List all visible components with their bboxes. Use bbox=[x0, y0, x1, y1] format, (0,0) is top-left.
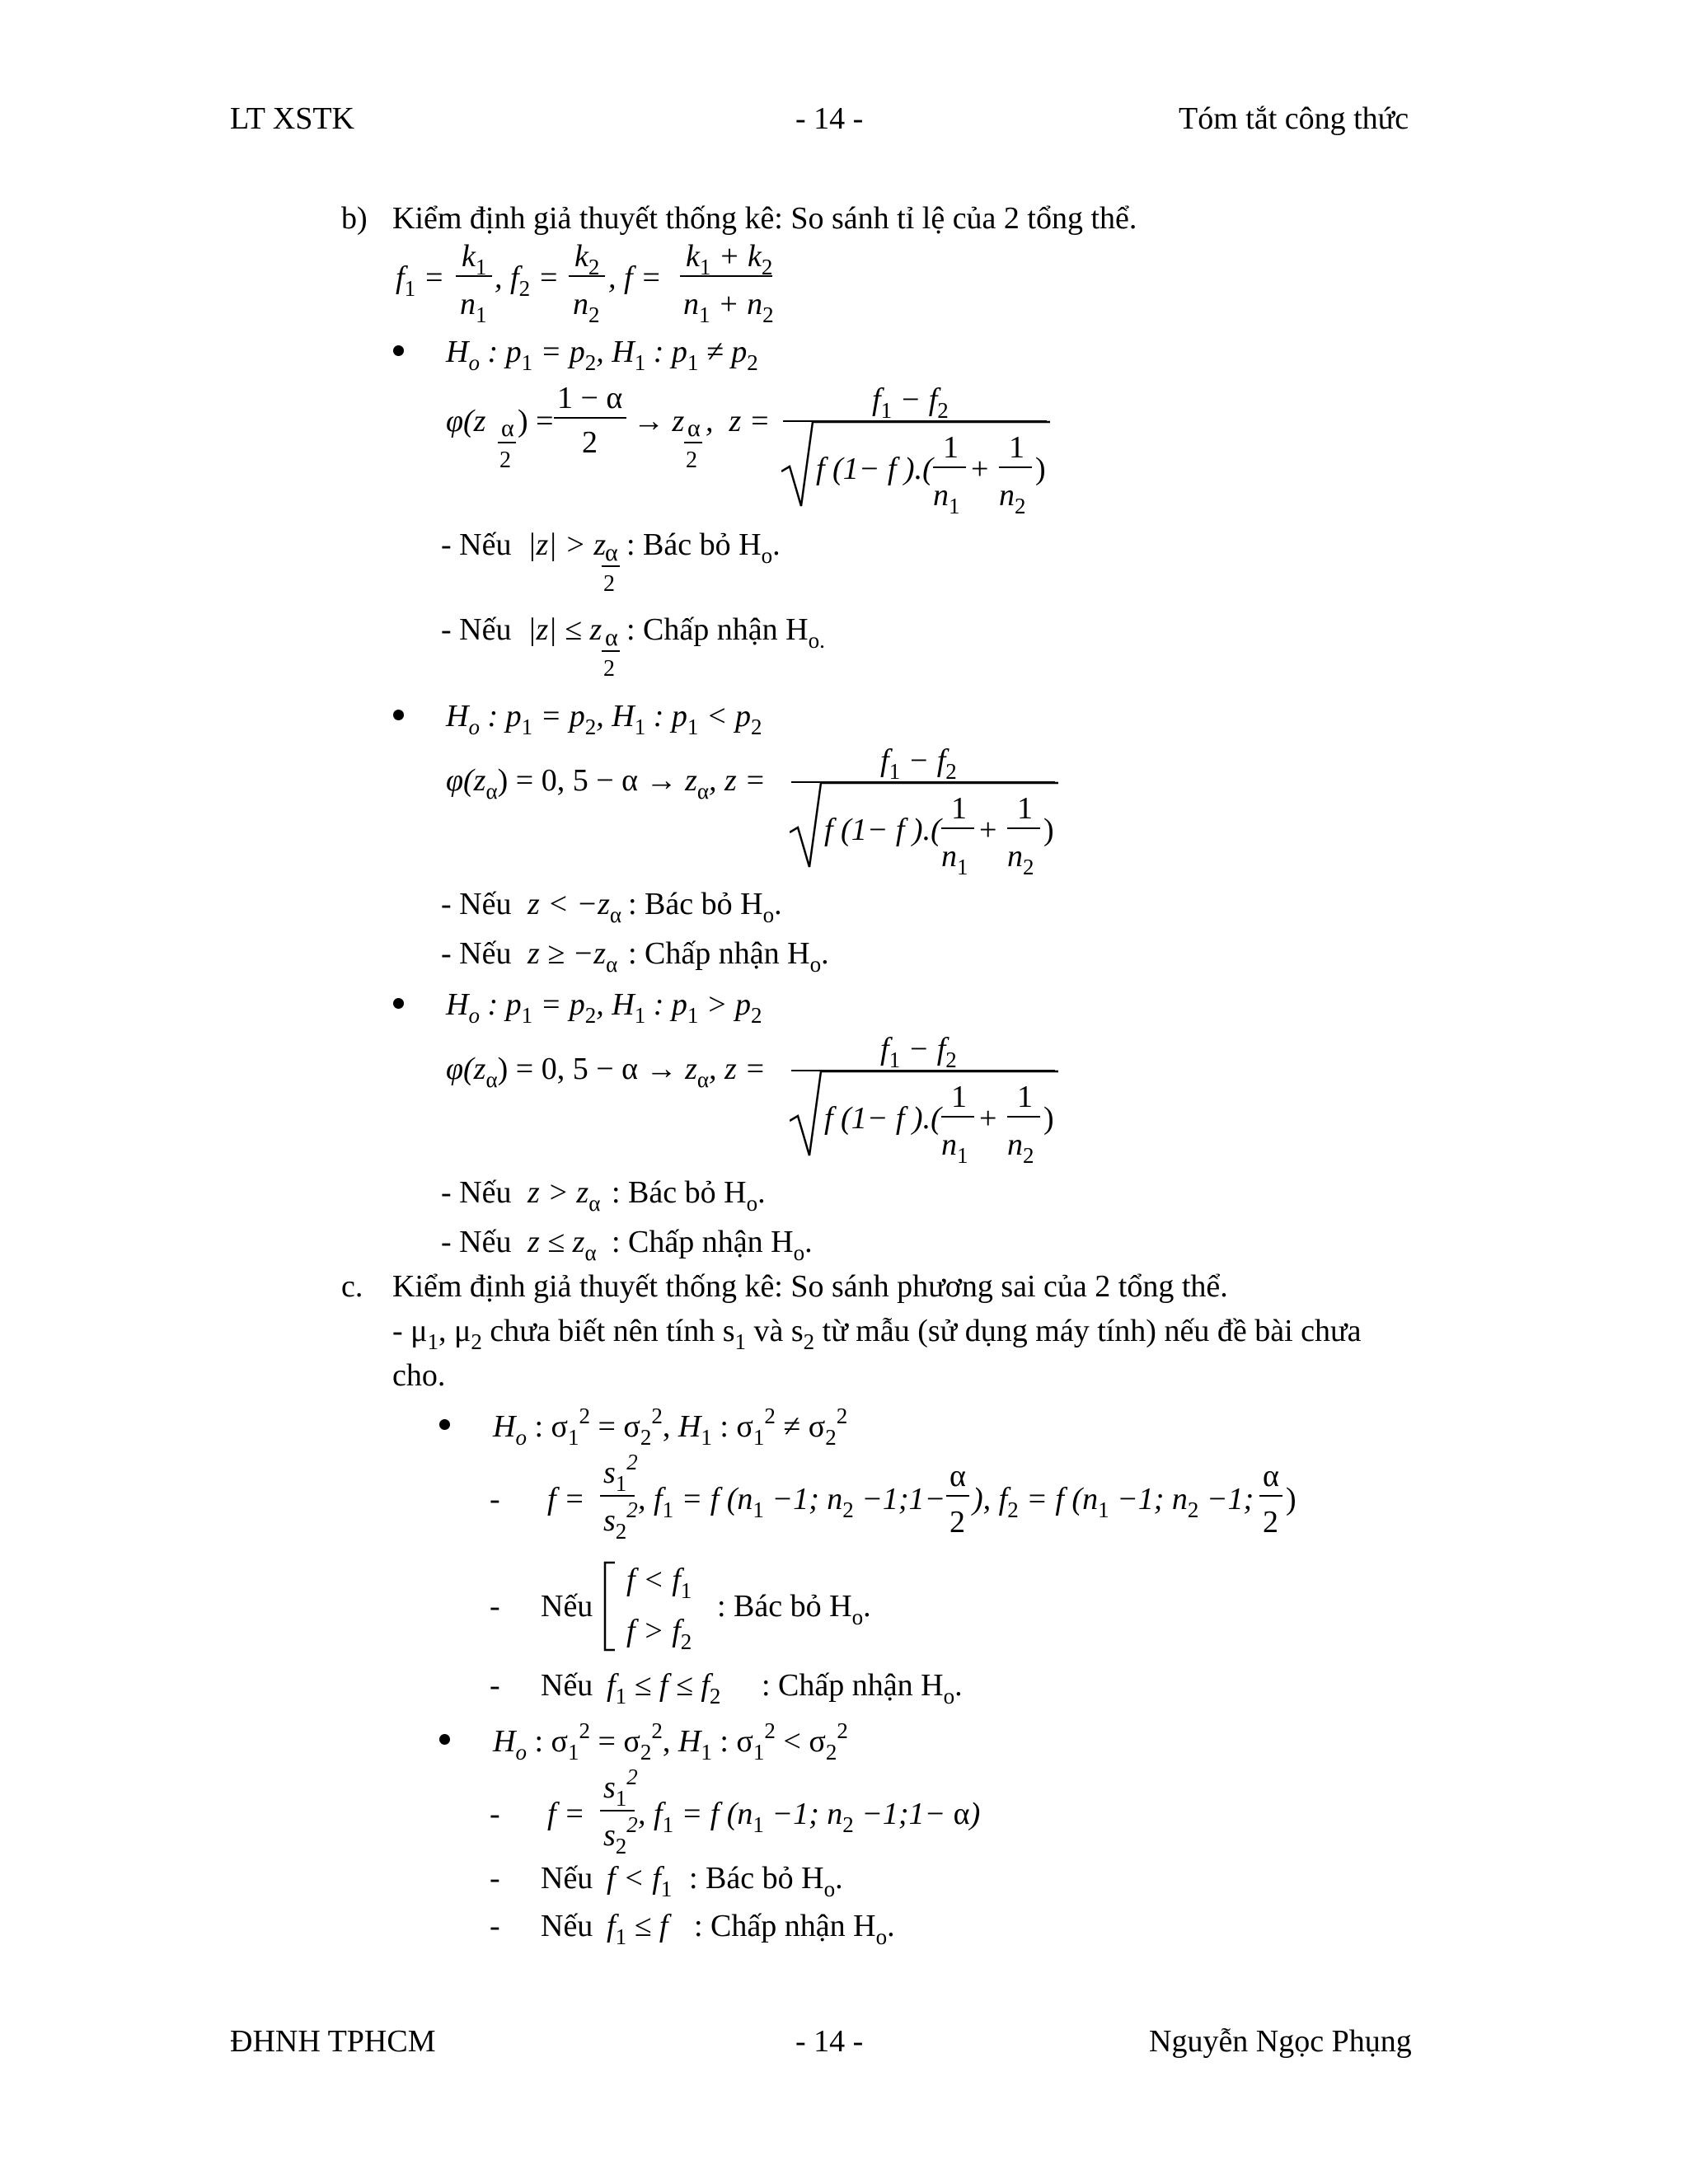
section-c-note: - $\mu_1$, $\mu_2$ chưa biết nên tính $s_1$ và $s_2$ từ mẫu (sử dụng máy tính) nếu đề bài chưa bbox=[392, 1314, 1362, 1354]
bullet bbox=[393, 710, 404, 720]
bullet bbox=[393, 345, 404, 356]
footer-page-number: - 14 - bbox=[795, 2024, 864, 2059]
bullet bbox=[393, 998, 404, 1009]
bullet bbox=[439, 1734, 450, 1745]
header-left: LT XSTK bbox=[230, 101, 354, 136]
hypothesis-b3: $H_o$ : $p_1 = p_2$, $H_1$ : $p_1 > p_2$ bbox=[446, 987, 762, 1028]
section-c-title: Kiểm định giả thuyết thống kê: So sánh phương sai của 2 tổng thể. bbox=[392, 1269, 1228, 1304]
section-b-title: Kiểm định giả thuyết thống kê: So sánh tỉ lệ của 2 tổng thể. bbox=[392, 201, 1137, 236]
footer-right: Nguyễn Ngọc Phụng bbox=[1149, 2024, 1412, 2059]
section-c-marker: c. bbox=[341, 1269, 363, 1304]
bullet bbox=[439, 1419, 450, 1430]
hypothesis-c2: $H_o$ : $\sigma_1^2 = \sigma_2^2$, $H_1$ : $\sigma_1^2 < \sigma_2^2$ bbox=[493, 1718, 848, 1765]
hypothesis-c1: $H_o$ : $\sigma_1^2 = \sigma_2^2$, $H_1$ : $\sigma_1^2 \ne \sigma_2^2$ bbox=[493, 1404, 848, 1450]
header-right: Tóm tắt công thức bbox=[1179, 101, 1409, 136]
hypothesis-b2: $H_o$ : $p_1 = p_2$, $H_1$ : $p_1 < p_2$ bbox=[446, 699, 762, 739]
section-b-marker: b) bbox=[341, 201, 368, 236]
footer-left: ĐHNH TPHCM bbox=[230, 2024, 436, 2059]
header-page-number: - 14 - bbox=[795, 101, 864, 136]
section-c-note-cont: cho. bbox=[392, 1358, 446, 1393]
hypothesis-b1: $H_o$ : $p_1 = p_2$, $H_1$ : $p_1 \ne p_2$ bbox=[446, 335, 758, 375]
